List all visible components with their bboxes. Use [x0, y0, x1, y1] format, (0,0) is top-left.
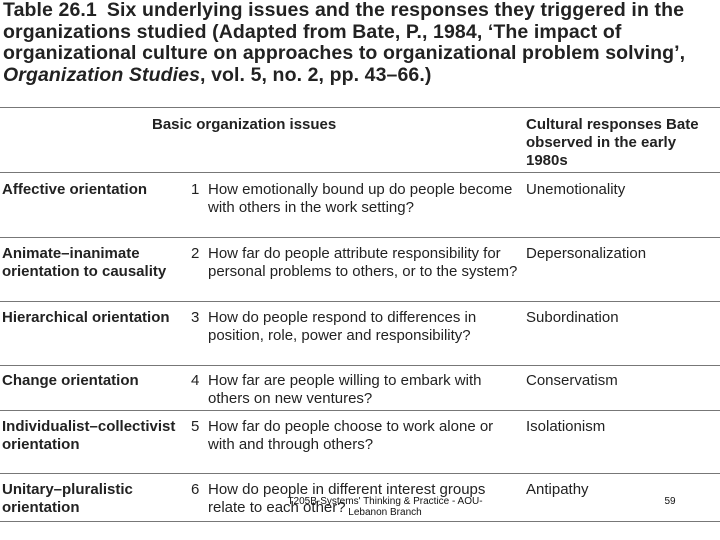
issue-question: How do people respond to differences in position, role, power and responsibility? — [208, 309, 477, 345]
issue-number: 3 — [191, 309, 200, 326]
issue-number: 2 — [191, 245, 200, 262]
issue-number: 4 — [191, 372, 200, 389]
header-responses: Cultural responses Bate observed in the early 1980s — [526, 116, 699, 169]
caption-text: Six underlying issues and the responses they triggered in the organizations studied (Adapted from Bate, P., 1984, ‘The impact of organizational culture on approaches to organizational problem solving’, — [3, 0, 686, 64]
row-rule — [0, 365, 720, 366]
issue-number: 6 — [191, 481, 200, 498]
top-rule — [0, 107, 720, 108]
cultural-response: Antipathy — [526, 481, 589, 498]
orientation-cell: Individualist–collectivist orientation — [2, 418, 176, 454]
header-issues: Basic organization issues — [152, 116, 337, 133]
issue-question: How far do people attribute responsibility for personal problems to others, or to the system? — [208, 245, 518, 281]
caption-label: Table 26.1 — [3, 0, 97, 21]
orientation-cell: Change orientation — [2, 372, 139, 389]
row-rule — [0, 237, 720, 238]
cultural-response: Conservatism — [526, 372, 618, 389]
issue-question: How far are people willing to embark with others on new ventures? — [208, 372, 482, 408]
row-rule — [0, 301, 720, 302]
row-rule — [0, 473, 720, 474]
cultural-response: Depersonalization — [526, 245, 647, 262]
cultural-response: Unemotionality — [526, 181, 626, 198]
orientation-cell: Animate–inanimate orientation to causality — [2, 245, 167, 281]
issue-question: How emotionally bound up do people become with others in the work setting? — [208, 181, 513, 217]
orientation-cell: Affective orientation — [2, 181, 148, 198]
row-rule — [0, 410, 720, 411]
issue-question: How far do people choose to work alone or with and through others? — [208, 418, 494, 454]
cultural-response: Subordination — [526, 309, 619, 326]
caption-text-end: , vol. 5, no. 2, pp. 43–66.) — [200, 63, 432, 86]
cultural-response: Isolationism — [526, 418, 606, 435]
page-number: 59 — [664, 496, 676, 507]
issue-question: How do people in different interest groups relate to each other? — [208, 481, 486, 517]
issue-number: 1 — [191, 181, 200, 198]
footer-text: T205B-Systems' Thinking & Practice - AOU-Lebanon Branch — [287, 496, 483, 518]
issue-number: 5 — [191, 418, 200, 435]
caption-journal: Organization Studies — [3, 63, 201, 86]
orientation-cell: Unitary–pluralistic orientation — [2, 481, 133, 517]
table-caption — [3, 0, 717, 86]
orientation-cell: Hierarchical orientation — [2, 309, 170, 326]
bottom-rule — [0, 521, 720, 522]
header-rule — [0, 172, 720, 173]
